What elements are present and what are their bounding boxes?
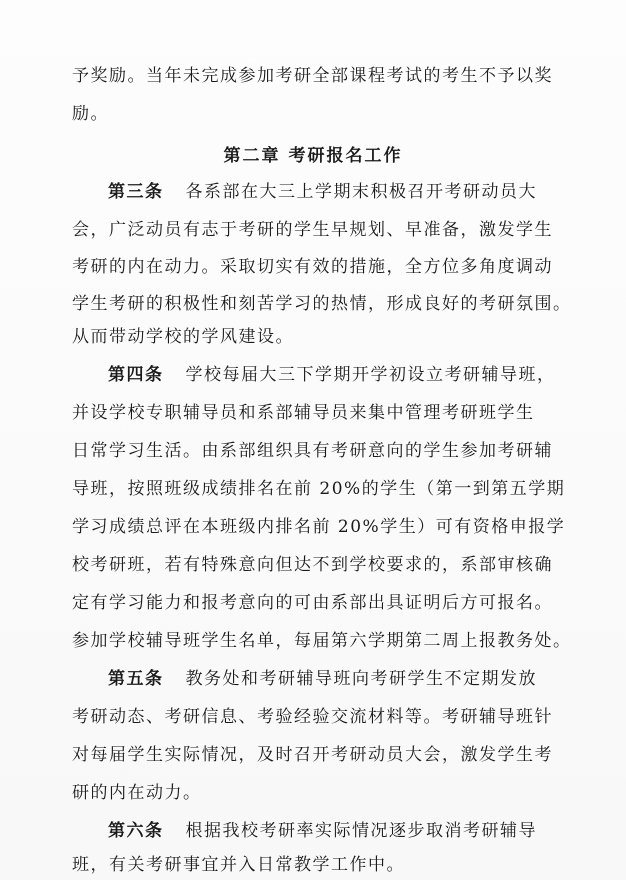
article4-line-3: 日常学习生活。由系部组织具有考研意向的学生参加考研辅 xyxy=(72,441,553,461)
article4-line-5: 学习成绩总评在本班级内排名前 20%学生）可有资格申报学 xyxy=(72,517,566,537)
article6-label: 第六条 xyxy=(108,821,164,841)
article4-line-8: 参加学校辅导班学生名单，每届第六学期第二周上报教务处。 xyxy=(72,631,572,651)
article4-line-2: 并设学校专职辅导员和系部辅导员来集中管理考研班学生 xyxy=(72,403,535,423)
article3-line-2: 会，广泛动员有志于考研的学生早规划、早准备，激发学生 xyxy=(72,220,553,240)
article3-line-5: 从而带动学校的学风建设。 xyxy=(72,327,294,347)
article4-label: 第四条 xyxy=(108,365,164,385)
article6-line-2: 班，有关考研事宜并入日常教学工作中。 xyxy=(72,855,405,875)
article4-first-line xyxy=(108,365,556,385)
article4-line-6: 校考研班，若有特殊意向但达不到学校要求的，系部审核确 xyxy=(72,555,553,575)
article5-line-4: 研的内在动力。 xyxy=(72,783,202,803)
article5-first-line xyxy=(108,669,537,689)
article4-line-4: 导班，按照班级成绩排名在前 20%的学生（第一到第五学期 xyxy=(72,479,566,499)
article3-line-4: 学生考研的积极性和刻苦学习的热情，形成良好的考研氛围。 xyxy=(72,294,572,314)
chapter-title: 第二章 考研报名工作 xyxy=(223,146,403,166)
article3-first-line xyxy=(108,182,537,202)
intro-line-1: 予奖励。当年未完成参加考研全部课程考试的考生不予以奖 xyxy=(72,66,553,86)
article3-line-3: 考研的内在动力。采取切实有效的措施，全方位多角度调动 xyxy=(72,257,553,277)
intro-line-2: 励。 xyxy=(72,104,109,124)
article6-first-line xyxy=(108,821,537,841)
article3-line-1: 各系部在大三上学期末积极召开考研动员大 xyxy=(185,182,537,202)
article6-line-1: 根据我校考研率实际情况逐步取消考研辅导 xyxy=(185,821,537,841)
article5-line-1: 教务处和考研辅导班向考研学生不定期发放 xyxy=(185,669,537,689)
article4-line-1: 学校每届大三下学期开学初设立考研辅导班， xyxy=(185,365,556,385)
article5-label: 第五条 xyxy=(108,669,164,689)
article3-label: 第三条 xyxy=(108,182,164,202)
article5-line-3: 对每届学生实际情况，及时召开考研动员大会，激发学生考 xyxy=(72,745,553,765)
article4-line-7: 定有学习能力和报考意向的可由系部出具证明后方可报名。 xyxy=(72,593,553,613)
article5-line-2: 考研动态、考研信息、考验经验交流材料等。考研辅导班针 xyxy=(72,707,553,727)
